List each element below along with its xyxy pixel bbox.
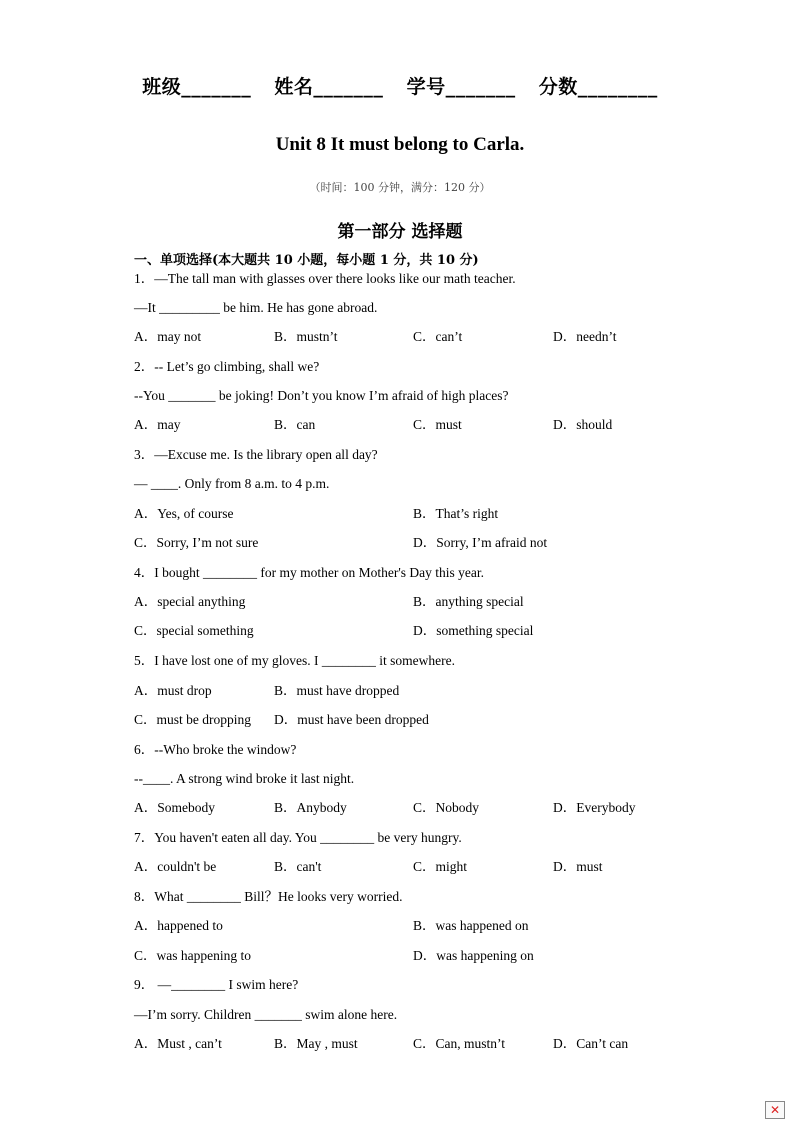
- question-3-option-d: D．Sorry, I’m afraid not: [413, 535, 548, 550]
- student-info-header: [0, 72, 800, 99]
- question-2-stem-2: --You _______ be joking! Don’t you know I’m afraid of high places?: [134, 388, 509, 403]
- question-5-option-b: B．must have dropped: [274, 683, 400, 698]
- part-title: 第一部分 选择题: [337, 222, 463, 242]
- question-1-option-b: B．mustn’t: [274, 329, 338, 344]
- question-9-option-b: B．May , must: [274, 1036, 358, 1051]
- question-3-stem: 3．—Excuse me. Is the library open all day?: [134, 447, 378, 462]
- question-1-option-d: D．needn’t: [553, 329, 617, 344]
- student-id-field-label: 学号_______: [406, 76, 516, 98]
- class-field-label: 班级_______: [142, 76, 252, 98]
- question-9-option-a: A．Must , can’t: [134, 1036, 222, 1051]
- question-8-option-d: D．was happening on: [413, 948, 534, 963]
- question-1-option-c: C．can’t: [413, 329, 463, 344]
- question-6-option-d: D．Everybody: [553, 800, 636, 815]
- section-title: 一、单项选择(本大题共 10 小题，每小题 1 分，共 10 分): [134, 253, 479, 268]
- question-2-option-c: C．must: [413, 417, 462, 432]
- question-8-option-b: B．was happened on: [413, 918, 529, 933]
- question-6-option-a: A．Somebody: [134, 800, 215, 815]
- question-6-option-b: B．Anybody: [274, 800, 347, 815]
- question-1-stem: 1．—The tall man with glasses over there looks like our math teacher.: [134, 271, 516, 286]
- question-7-stem: 7．You haven't eaten all day. You ________ be very hungry.: [134, 830, 462, 845]
- page-title: Unit 8 It must belong to Carla.: [275, 134, 525, 155]
- question-4-option-c: C．special something: [134, 623, 254, 638]
- question-3-option-b: B．That’s right: [413, 506, 499, 521]
- question-6-option-c: C．Nobody: [413, 800, 480, 815]
- question-3-option-c: C．Sorry, I’m not sure: [134, 535, 259, 550]
- question-4-option-a: A．special anything: [134, 594, 246, 609]
- close-icon[interactable]: ✕: [765, 1101, 785, 1119]
- question-9-option-c: C．Can, mustn’t: [413, 1036, 506, 1051]
- question-4-option-d: D．something special: [413, 623, 534, 638]
- name-field-label: 姓名_______: [274, 76, 384, 98]
- score-field-label: 分数________: [538, 76, 658, 98]
- question-5-option-d: D．must have been dropped: [274, 712, 429, 727]
- question-5-option-a: A．must drop: [134, 683, 212, 698]
- question-6-stem: 6．--Who broke the window?: [134, 742, 297, 757]
- question-5-option-c: C．must be dropping: [134, 712, 251, 727]
- question-6-stem-2: --____. A strong wind broke it last night.: [134, 771, 355, 786]
- exam-time-subtitle: （时间：100 分钟，满分：120 分）: [309, 181, 491, 194]
- question-7-option-c: C．might: [413, 859, 468, 874]
- question-8-option-a: A．happened to: [134, 918, 223, 933]
- question-3-stem-2: — ____. Only from 8 a.m. to 4 p.m.: [134, 476, 330, 491]
- question-9-stem: 9． —________ I swim here?: [134, 977, 299, 992]
- question-2-option-a: A．may: [134, 417, 181, 432]
- question-7-option-d: D．must: [553, 859, 603, 874]
- question-9-option-d: D．Can’t can: [553, 1036, 629, 1051]
- question-4-option-b: B．anything special: [413, 594, 524, 609]
- question-3-option-a: A．Yes, of course: [134, 506, 234, 521]
- question-1-option-a: A．may not: [134, 329, 202, 344]
- question-2-option-b: B．can: [274, 417, 316, 432]
- question-5-stem: 5．I have lost one of my gloves. I ________ it somewhere.: [134, 653, 455, 668]
- question-7-option-b: B．can't: [274, 859, 322, 874]
- question-8-stem: 8．What ________ Bill？He looks very worried.: [134, 889, 403, 904]
- question-4-stem: 4．I bought ________ for my mother on Mother's Day this year.: [134, 565, 485, 580]
- question-9-stem-2: —I’m sorry. Children _______ swim alone here.: [134, 1007, 398, 1022]
- question-8-option-c: C．was happening to: [134, 948, 251, 963]
- question-2-option-d: D．should: [553, 417, 613, 432]
- question-1-stem-2: —It _________ be him. He has gone abroad.: [134, 300, 378, 315]
- question-2-stem: 2．-- Let’s go climbing, shall we?: [134, 359, 320, 374]
- question-7-option-a: A．couldn't be: [134, 859, 217, 874]
